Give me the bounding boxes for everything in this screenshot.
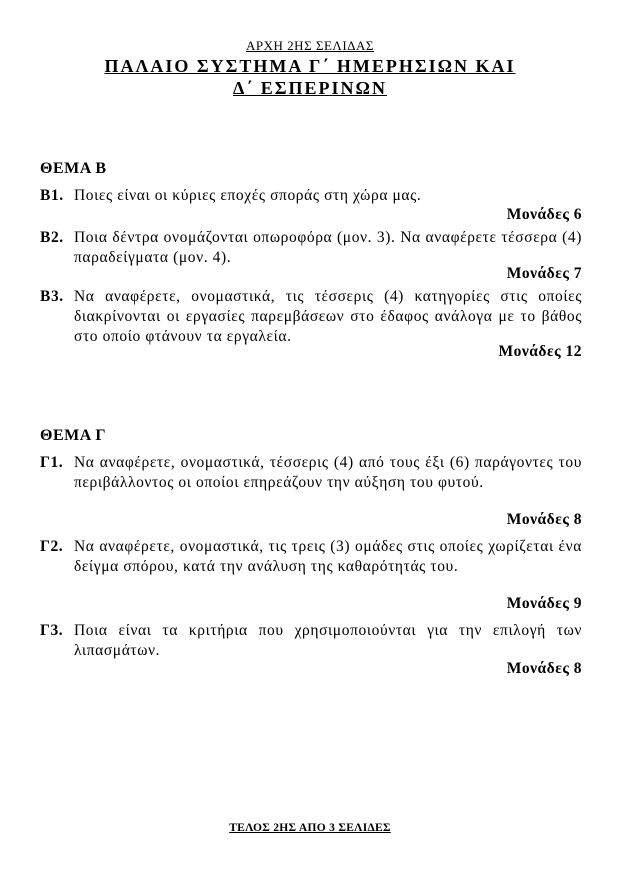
marks-c2: Μονάδες 9 bbox=[506, 595, 582, 612]
question-text: Ποιες είναι οι κύριες εποχές σποράς στη χώρα μας. bbox=[74, 187, 422, 204]
question-b2 bbox=[40, 228, 582, 268]
marks-c3: Μονάδες 8 bbox=[506, 660, 582, 677]
section-title-theme-c: ΘΕΜΑ Γ bbox=[40, 427, 107, 444]
question-b3 bbox=[40, 287, 582, 347]
question-text: Ποια δέντρα ονομάζονται οπωροφόρα (μον. 3). Να αναφέρετε τέσσερα (4) παραδείγματα (μον. 4). bbox=[74, 229, 582, 266]
question-text: Να αναφέρετε, ονομαστικά, τις τρεις (3) ομάδες στις οποίες χωρίζεται ένα δείγμα σπόρου, κατά την ανάλυση της καθαρότητάς του. bbox=[74, 538, 582, 575]
question-c3 bbox=[40, 621, 582, 661]
question-c1 bbox=[40, 453, 582, 493]
question-text: Να αναφέρετε, ονομαστικά, τις τέσσερις (4) κατηγορίες στις οποίες διακρίνονται οι εργασίες παρεμβάσεων στο έδαφος ανάλογα με το βάθος στο οποίο φτάνουν τα εργαλεία. bbox=[74, 288, 582, 345]
question-number: Γ1. bbox=[40, 454, 64, 471]
marks-b3: Μονάδες 12 bbox=[498, 343, 582, 360]
marks-b2: Μονάδες 7 bbox=[506, 265, 582, 282]
exam-title-line2: Δ΄ ΕΣΠΕΡΙΝΩΝ bbox=[233, 78, 387, 98]
question-number: Β3. bbox=[40, 288, 64, 305]
exam-title-line1: ΠΑΛΑΙΟ ΣΥΣΤΗΜΑ Γ΄ ΗΜΕΡΗΣΙΩΝ ΚΑΙ bbox=[104, 56, 516, 76]
question-number: Γ2. bbox=[40, 538, 64, 555]
page-footer: ΤΕΛΟΣ 2ΗΣ ΑΠΟ 3 ΣΕΛΙΔΕΣ bbox=[229, 822, 391, 834]
question-b1 bbox=[40, 186, 582, 206]
page-start-label: ΑΡΧΗ 2ΗΣ ΣΕΛΙΔΑΣ bbox=[246, 38, 374, 53]
question-number: Β2. bbox=[40, 229, 64, 246]
question-c2 bbox=[40, 537, 582, 577]
section-title-theme-b: ΘΕΜΑ Β bbox=[40, 160, 107, 177]
marks-c1: Μονάδες 8 bbox=[506, 511, 582, 528]
marks-b1: Μονάδες 6 bbox=[506, 206, 582, 223]
question-text: Να αναφέρετε, ονομαστικά, τέσσερις (4) από τους έξι (6) παράγοντες του περιβάλλοντος οι οποίοι επηρεάζουν την αύξηση του φυτού. bbox=[74, 454, 582, 491]
question-text: Ποια είναι τα κριτήρια που χρησιμοποιούνται για την επιλογή των λιπασμάτων. bbox=[74, 622, 582, 659]
question-number: Γ3. bbox=[40, 622, 64, 639]
question-number: Β1. bbox=[40, 187, 64, 204]
